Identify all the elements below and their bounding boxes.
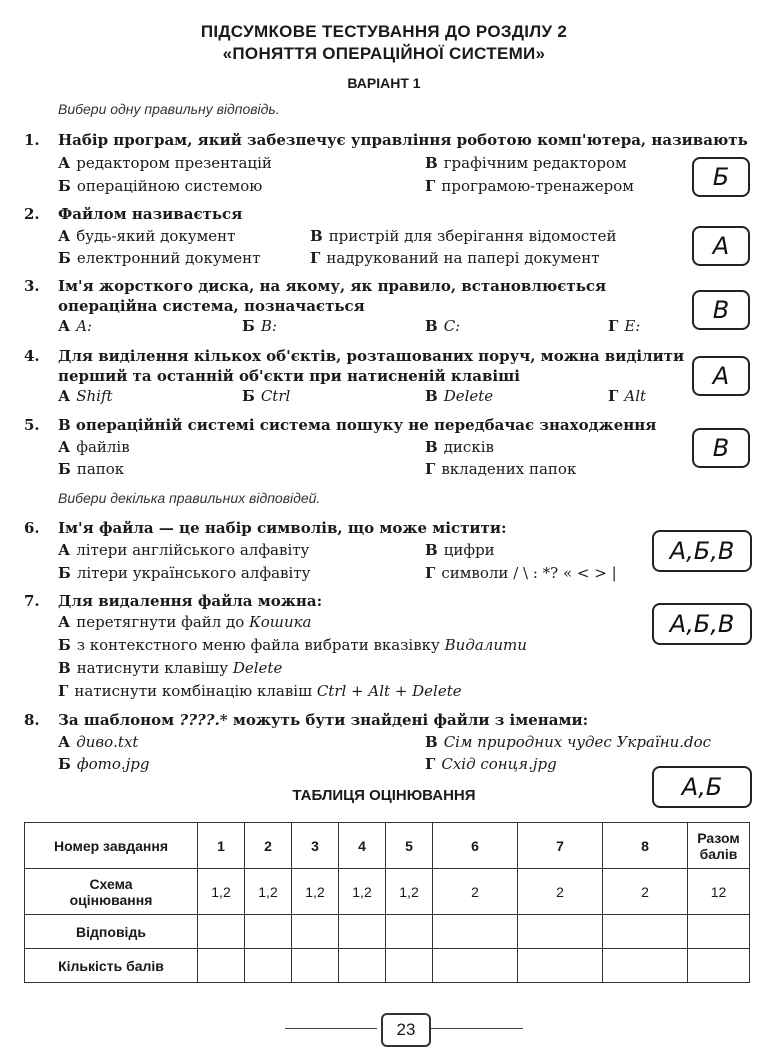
option-b: Б B: <box>242 317 277 335</box>
option-v: В дисків <box>425 438 494 456</box>
option-b: Б папок <box>58 460 125 478</box>
variant-label: ВАРІАНТ 1 <box>347 75 421 91</box>
option-b: Б з контекстного меню файла вибрати вказівку Видалити <box>58 636 527 654</box>
option-b: Б електронний документ <box>58 249 261 267</box>
option-a: А редактором презентацій <box>58 154 272 172</box>
answer-cell[interactable] <box>386 915 433 949</box>
task-number: 1 <box>198 823 245 869</box>
answer-cell[interactable] <box>339 915 386 949</box>
question-number: 5. <box>24 416 40 434</box>
option-a: А Shift <box>58 387 113 405</box>
points-cell[interactable] <box>433 949 518 983</box>
answer-box[interactable]: А <box>692 356 750 396</box>
answer-cell[interactable] <box>292 915 339 949</box>
question-number: 6. <box>24 519 40 537</box>
instruction-multi: Вибери декілька правильних відповідей. <box>58 490 321 506</box>
answer-cell[interactable] <box>518 915 603 949</box>
option-g: Г вкладених папок <box>425 460 577 478</box>
option-g: Г надрукований на папері документ <box>310 249 600 267</box>
option-g: Г Alt <box>608 387 647 405</box>
points-cell[interactable] <box>292 949 339 983</box>
option-v: В графічним редактором <box>425 154 627 172</box>
scheme-value: 1,2 <box>292 869 339 915</box>
question-text: перший та останній об'єкти при натисненій клавіші <box>58 367 520 385</box>
answer-box[interactable]: В <box>692 290 750 330</box>
question-text: операційна система, позначається <box>58 297 365 315</box>
answer-cell[interactable] <box>433 915 518 949</box>
points-cell[interactable] <box>245 949 292 983</box>
scheme-value: 12 <box>688 869 750 915</box>
scheme-value: 1,2 <box>386 869 433 915</box>
points-cell[interactable] <box>518 949 603 983</box>
total-header: Разом балів <box>688 823 750 869</box>
table-row <box>25 949 750 983</box>
task-number: 5 <box>386 823 433 869</box>
answer-cell[interactable] <box>688 915 750 949</box>
scheme-value: 2 <box>518 869 603 915</box>
option-g: Г Схід сонця.jpg <box>425 755 557 773</box>
points-cell[interactable] <box>339 949 386 983</box>
option-v: В C: <box>425 317 461 335</box>
question-number: 7. <box>24 592 40 610</box>
points-row-label: Кількість балів <box>25 949 198 983</box>
instruction-single: Вибери одну правильну відповідь. <box>58 101 280 117</box>
option-b: Б операційною системою <box>58 177 263 195</box>
answer-box[interactable]: А <box>692 226 750 266</box>
answer-cell[interactable] <box>603 915 688 949</box>
grading-title: ТАБЛИЦЯ ОЦІНЮВАННЯ <box>292 787 476 804</box>
option-b: Б фото.jpg <box>58 755 150 773</box>
option-a: А перетягнути файл до Кошика <box>58 613 312 631</box>
points-cell[interactable] <box>688 949 750 983</box>
task-number: 2 <box>245 823 292 869</box>
option-v: В цифри <box>425 541 495 559</box>
question-text: Для виділення кількох об'єктів, розташованих поруч, можна виділити <box>58 347 685 365</box>
page-title: ПІДСУМКОВЕ ТЕСТУВАННЯ ДО РОЗДІЛУ 2 <box>200 22 568 41</box>
answer-box[interactable]: А,Б <box>652 766 752 808</box>
task-number: 6 <box>433 823 518 869</box>
table-row <box>25 869 750 915</box>
option-a: А будь-який документ <box>58 227 236 245</box>
scheme-value: 1,2 <box>198 869 245 915</box>
question-text: За шаблоном ????.* можуть бути знайдені файли з іменами: <box>58 711 589 729</box>
question-number: 1. <box>24 131 40 149</box>
task-number: 3 <box>292 823 339 869</box>
scheme-label: Схема оцінювання <box>25 869 198 915</box>
option-a: А диво.txt <box>58 733 139 751</box>
table-row <box>25 915 750 949</box>
option-g: Г символи / \ : *? « < > | <box>425 564 617 582</box>
option-a: А A: <box>58 317 93 335</box>
task-number: 7 <box>518 823 603 869</box>
option-v: В Delete <box>425 387 494 405</box>
answer-row-label: Відповідь <box>25 915 198 949</box>
grading-table <box>24 822 750 983</box>
option-g: Г програмою-тренажером <box>425 177 634 195</box>
answer-box[interactable]: А,Б,В <box>652 530 752 572</box>
footer-rule-left <box>285 1028 377 1029</box>
scheme-value: 1,2 <box>339 869 386 915</box>
question-text: В операційній системі система пошуку не передбачає знаходження <box>58 416 657 434</box>
option-g: Г E: <box>608 317 641 335</box>
task-number: 4 <box>339 823 386 869</box>
page-number: 23 <box>381 1013 431 1047</box>
question-text: Ім'я файла — це набір символів, що може містити: <box>58 519 507 537</box>
option-v: В пристрій для зберігання відомостей <box>310 227 617 245</box>
question-number: 2. <box>24 205 40 223</box>
table-row <box>25 823 750 869</box>
option-g: Г натиснути комбінацію клавіш Ctrl + Alt + Delete <box>58 682 462 700</box>
footer-rule-right <box>431 1028 523 1029</box>
page-subtitle: «ПОНЯТТЯ ОПЕРАЦІЙНОЇ СИСТЕМИ» <box>222 44 546 63</box>
scheme-value: 2 <box>433 869 518 915</box>
answer-box[interactable]: Б <box>692 157 750 197</box>
points-cell[interactable] <box>386 949 433 983</box>
answer-cell[interactable] <box>245 915 292 949</box>
question-number: 3. <box>24 277 40 295</box>
question-text: Набір програм, який забезпечує управління роботою комп'ютера, називають <box>58 131 748 149</box>
option-a: А файлів <box>58 438 130 456</box>
points-cell[interactable] <box>603 949 688 983</box>
question-number: 8. <box>24 711 40 729</box>
option-b: Б Ctrl <box>242 387 291 405</box>
points-cell[interactable] <box>198 949 245 983</box>
question-text: Файлом називається <box>58 205 243 223</box>
question-text: Ім'я жорсткого диска, на якому, як правило, встановлюється <box>58 277 607 295</box>
answer-box[interactable]: А,Б,В <box>652 603 752 645</box>
scheme-value: 1,2 <box>245 869 292 915</box>
option-v: В натиснути клавішу Delete <box>58 659 283 677</box>
answer-cell[interactable] <box>198 915 245 949</box>
question-number: 4. <box>24 347 40 365</box>
option-a: А літери англійського алфавіту <box>58 541 310 559</box>
option-v: В Сім природних чудес України.doc <box>425 733 712 751</box>
question-text: Для видалення файла можна: <box>58 592 323 610</box>
task-number: 8 <box>603 823 688 869</box>
option-b: Б літери українського алфавіту <box>58 564 311 582</box>
scheme-value: 2 <box>603 869 688 915</box>
header-label: Номер завдання <box>25 823 198 869</box>
answer-box[interactable]: В <box>692 428 750 468</box>
